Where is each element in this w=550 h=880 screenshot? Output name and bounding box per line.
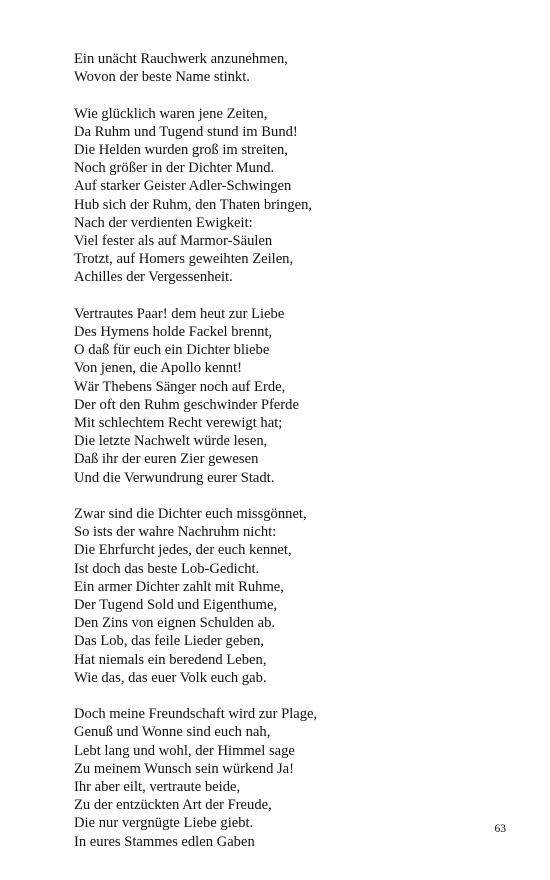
verse-line: Den Zins von eignen Schulden ab.	[74, 615, 276, 632]
verse-line: Der oft den Ruhm geschwinder Pferde	[74, 396, 299, 413]
verse-line: Lebt lang und wohl, der Himmel sage	[74, 742, 295, 759]
verse-line: Achilles der Vergessenheit.	[74, 269, 233, 286]
verse-line: Ein unächt Rauchwerk anzunehmen,	[74, 51, 288, 67]
verse-line: Die Ehrfurcht jedes, der euch kennet,	[74, 542, 292, 559]
verse-line: Des Hymens holde Fackel brennt,	[74, 324, 273, 341]
verse-line: O daß für euch ein Dichter bliebe	[74, 342, 270, 359]
verse-line: Daß ihr der euren Zier gewesen	[74, 451, 259, 468]
stanza	[74, 305, 514, 487]
verse-line: Auf starker Geister Adler-Schwingen	[74, 178, 292, 195]
verse-line: Die nur vergnügte Liebe giebt.	[74, 815, 254, 832]
verse-line: Da Ruhm und Tugend stund im Bund!	[74, 123, 298, 140]
verse-line: Doch meine Freundschaft wird zur Plage,	[74, 706, 318, 723]
poem-text	[74, 50, 514, 869]
verse-line: Wie glücklich waren jene Zeiten,	[74, 105, 268, 122]
verse-line: Mit schlechtem Recht verewigt hat;	[74, 415, 283, 432]
verse-line: Von jenen, die Apollo kennt!	[74, 360, 242, 377]
verse-line: Die letzte Nachwelt würde lesen,	[74, 433, 268, 450]
verse-line: Ihr aber eilt, vertraute beide,	[74, 779, 241, 796]
verse-line: Trotzt, auf Homers geweihten Zeilen,	[74, 251, 294, 268]
verse-line: Noch größer in der Dichter Mund.	[74, 160, 275, 177]
stanza	[74, 105, 514, 287]
verse-line: Hub sich der Ruhm, den Thaten bringen,	[74, 196, 313, 213]
verse-line: Die Helden wurden groß im streiten,	[74, 142, 288, 158]
verse-line: Zu der entzückten Art der Freude,	[74, 797, 272, 814]
verse-line: In eures Stammes edlen Gaben	[74, 833, 255, 850]
verse-line: Zu meinem Wunsch sein würkend Ja!	[74, 760, 295, 777]
verse-line: Hat niemals ein beredend Leben,	[74, 651, 267, 668]
verse-line: Zwar sind die Dichter euch missgönnet,	[74, 506, 307, 523]
verse-line: Wovon der beste Name stinkt.	[74, 69, 250, 86]
verse-line: So ists der wahre Nachruhm nicht:	[74, 524, 277, 541]
verse-line: Genuß und Wonne sind euch nah,	[74, 724, 271, 741]
verse-line: Der Tugend Sold und Eigenthume,	[74, 597, 278, 614]
verse-line: Ist doch das beste Lob-Gedicht.	[74, 560, 260, 577]
verse-line: Wie das, das euer Volk euch gab.	[74, 669, 267, 686]
verse-line: Und die Verwundrung eurer Stadt.	[74, 469, 275, 486]
verse-line: Das Lob, das feile Lieder geben,	[74, 633, 265, 650]
stanza	[74, 705, 514, 851]
stanza	[74, 50, 514, 86]
verse-line: Vertrautes Paar! dem heut zur Liebe	[74, 305, 285, 322]
stanza	[74, 505, 514, 687]
verse-line: Nach der verdienten Ewigkeit:	[74, 214, 253, 231]
verse-line: Ein armer Dichter zahlt mit Ruhme,	[74, 578, 284, 595]
verse-line: Viel fester als auf Marmor-Säulen	[74, 233, 273, 250]
page-number: 63	[494, 823, 506, 835]
verse-line: Wär Thebens Sänger noch auf Erde,	[74, 378, 286, 395]
